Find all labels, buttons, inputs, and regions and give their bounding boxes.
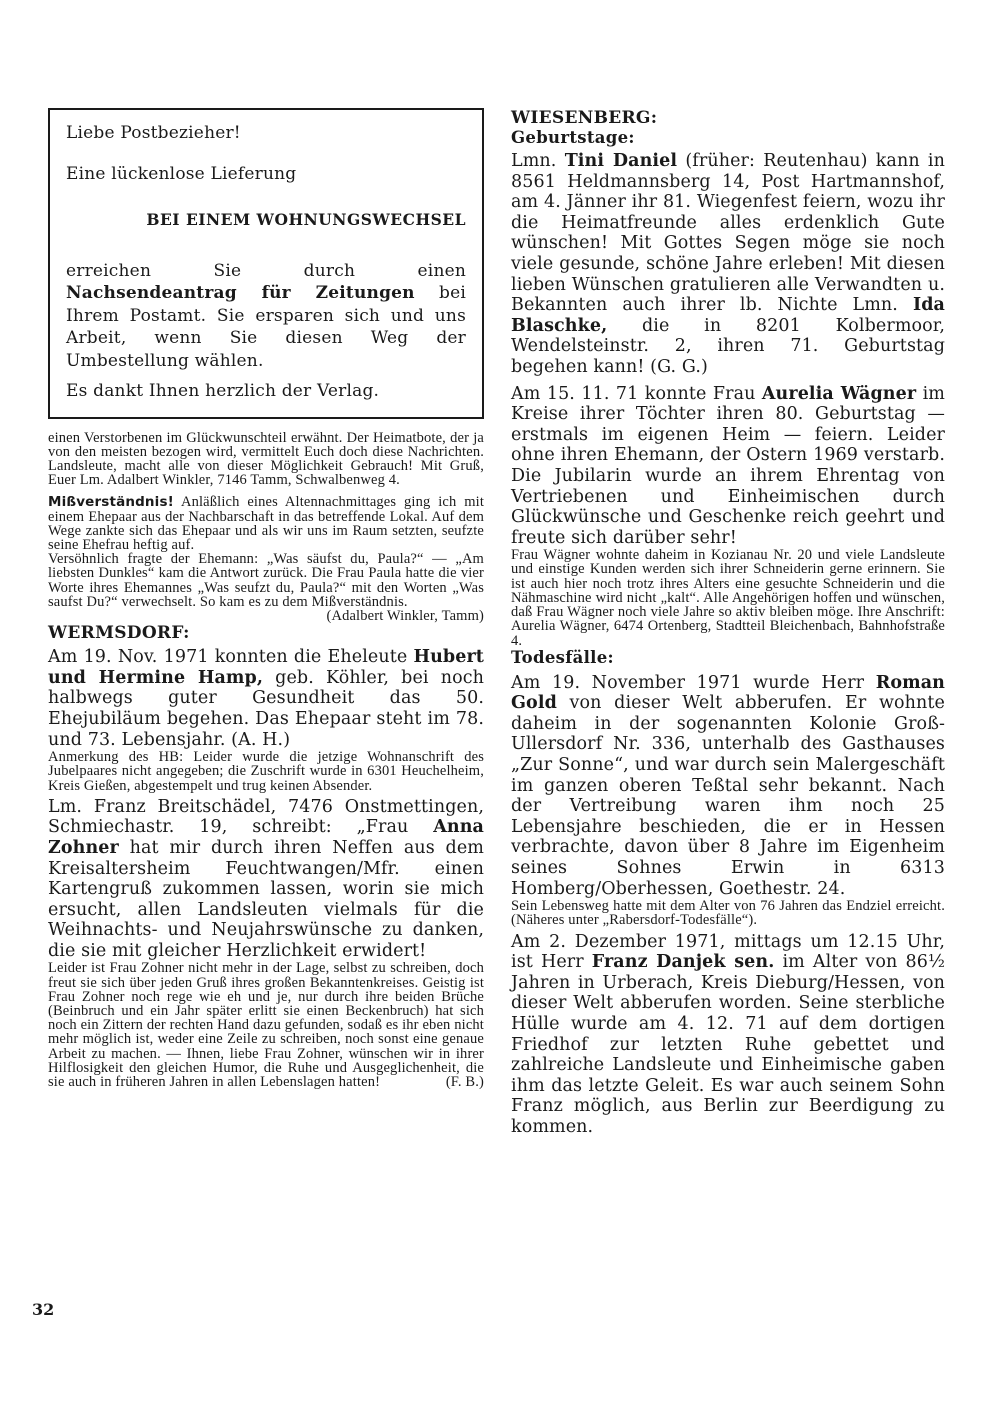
anecdote-paragraph-2 bbox=[48, 552, 484, 623]
wermsdorf-anniversary bbox=[48, 647, 484, 750]
person-name: Tini Daniel bbox=[564, 151, 678, 171]
birthday-waegner bbox=[511, 384, 945, 549]
death-roman-gold-note: Sein Lebensweg hatte mit dem Alter von 76 Jahren das Endziel erreicht. (Näheres unter „Rabersdorf-Todesfälle“). bbox=[511, 898, 945, 929]
notice-lead: Eine lückenlose Lieferung bbox=[66, 163, 297, 184]
wermsdorf-zohner-note bbox=[48, 961, 484, 1089]
text: Lm. Franz Breitschädel, 7476 Onstmettingen, Schmiechastr. 19, schreibt: „Frau bbox=[48, 796, 484, 838]
subheading-deaths: Todesfälle: bbox=[511, 647, 614, 667]
text: Am 19. Nov. 1971 konnten die Eheleute bbox=[48, 647, 414, 668]
notice-body-text-end: bei Ihrem Postamt. Sie ersparen sich und uns Arbeit, wenn Sie diesen Weg der Umbestellung wählen. bbox=[66, 283, 466, 371]
notice-body-text: erreichen Sie durch einen bbox=[66, 260, 466, 281]
page-number: 32 bbox=[32, 1300, 55, 1319]
right-column bbox=[511, 108, 945, 1138]
notice-greeting: Liebe Postbezieher! bbox=[66, 123, 241, 143]
person-name: Roman Gold bbox=[511, 672, 945, 714]
text: geb. Köhler, bei noch halbwegs guter Gesundheit das 50. Ehejubiläum begehen. Das Ehepaar steht im 78. und 73. Lebensjahr. (A. H.) bbox=[48, 667, 484, 750]
text: im Kreise ihrer Töchter ihren 80. Geburtstag — erstmals im eigenen Heim — feiern. Leider ohne ihren Ehemann, der Ostern 1969 verstarb. Die Jubilarin wurde an ihrem Ehrentag von Vertriebenen und Einheimischen durch Glückwünsche und Geschenke reich geehrt und freute sich darüber sehr! bbox=[511, 383, 945, 548]
notice-caps-heading: BEI EINEM WOHNUNGSWECHSEL bbox=[146, 210, 466, 229]
anecdote-text: Anläßlich eines Altennachmittages ging ich mit einem Ehepaar aus der Nachbarschaft in das betreffende Lokal. Auf dem Wege zankte sich das Ehepaar und als wir uns im Raum setzten, seufzte seine Ehefrau heftig auf. bbox=[48, 494, 484, 553]
subheading-birthdays: Geburtstage: bbox=[511, 128, 635, 147]
notice-thanks: Es dankt Ihnen herzlich der Verlag. bbox=[66, 381, 380, 401]
notice-body-bold: Nachsendeantrag für Zeitungen bbox=[66, 283, 415, 303]
text: Leider ist Frau Zohner nicht mehr in der Lage, selbst zu schreiben, doch freut sie sich über jeden Gruß ihres großen Bekanntenkreises. Geistig ist Frau Zohner noch rege wie eh und je, nur durch ihre beiden Brüche (Beinbruch und ein Jahr später erlitt sie einen Beckenbruch) hat sich noch ein Zittern der rechten Hand dazu gefunden, sodaß es ihr eben nicht mehr möglich ist, weder eine Zeile zu schreiben, noch sonst eine genaue Arbeit zu machen. — Ihnen, liebe Frau Zohner, wünschen wir in ihrer Hilflosigkeit den gleichen Humor, die Ruhe und Ausgeglichenheit, die sie auch in früheren Jahren in allen Lebenslagen hatten! bbox=[48, 960, 484, 1091]
birthday-waegner-note: Frau Wägner wohnte daheim in Kozianau Nr. 20 und viele Landsleute und einstige Kunden werden sich ihrer Schneiderin gerne erinnern. Sie ist auch hier noch trotz ihres Alters eine gesuchte Schneiderin und die Nähmaschine wird nicht „kalt“. Alle Angehörigen hoffen und wünschen, daß Frau Wägner noch viele Jahre so aktiv bleiben möge. Ihre Anschrift: Aurelia Wägner, 6474 Ortenberg, Stadtteil Bleichenbach, Bahnhofstraße 4. bbox=[511, 547, 945, 649]
wermsdorf-editor-note: Anmerkung des HB: Leider wurde die jetzige Wohnanschrift des Jubelpaares nicht angegeben; die Zuschrift wurde in 6301 Heuchelheim, Kreis Gießen, abgestempelt und trug keinen Absender. bbox=[48, 749, 484, 794]
letter-end-paragraph: einen Verstorbenen im Glückwunschteil erwähnt. Der Heimatbote, der ja von den meisten bezogen wird, vermittelt Euch doch diese Nachrichten. Landsleute, macht alle von dieser Möglichkeit Gebrauch! Mit Gruß, Euer Lm. Adalbert Winkler, 7146 Tamm, Schwalbenweg 4. bbox=[48, 429, 484, 489]
text: Am 2. Dezember 1971, mittags um 12.15 Uhr, ist Herr bbox=[511, 931, 945, 973]
text: von dieser Welt abberufen. Er wohnte daheim in der sogenannten Kolonie Groß-Ullersdorf Nr. 336, unterhalb des Gasthauses „Zur Sonne“, und war durch sein Malergeschäft im ganzen oberen Teßtal sehr bekannt. Nach der Vertreibung waren ihm noch 25 Lebensjahre beschieden, die er in Hessen verbrachte, davon über 8 Jahre im Eigenheim seines Sohnes Erwin in 6313 Homberg/Oberhessen, Goethestr. 24. bbox=[511, 693, 945, 899]
text: im Alter von 86½ Jahren in Urberach, Kreis Dieburg/Hessen, von dieser Welt abberufen worden. Seine sterbliche Hülle wurde am 4. 12. 71 auf dem dortigen Friedhof zur letzten Ruhe gebettet und zahlreiche Landsleute und Einheimische gaben ihm das letzte Geleit. Es war auch seinem Sohn Franz möglich, aus Berlin zur Beerdigung zu kommen. bbox=[511, 952, 946, 1137]
person-name: Aurelia Wägner bbox=[761, 383, 917, 404]
birthday-daniel-blaschke bbox=[511, 151, 945, 378]
anecdote-text-2: Versöhnlich fragte der Ehemann: „Was säufst du, Paula?“ — „Am liebsten Dunkles“ kam die Antwort zurück. Die Frau Paula hatte die vier Worte ihres Ehemannes „Was seufzt du, Paula?“ mit den Worten „Was saufst Du?“ verwechselt. So kam es zu dem Mißverständnis. bbox=[48, 551, 484, 610]
person-name: Ida Blaschke, bbox=[511, 295, 945, 336]
text: (früher: Reutenhau) kann in 8561 Heldmannsberg 14, Post Hartmannshof, am 4. Jänner ihr 81. Wiegenfest feiern, wozu ihr die Heimatfreunde alles erdenklich Gute wünschen! Mit Gottes Segen möge sie noch viele gesunde, schöne Jahre erleben! Mit diesen lieben Wünschen gratulieren alle Verwandten u. Bekannten auch ihrer lb. Nichte Lmn. bbox=[511, 151, 945, 316]
anecdote-paragraph-1 bbox=[48, 495, 484, 552]
wermsdorf-zohner-letter bbox=[48, 797, 484, 962]
anecdote-lead: Mißverständnis! bbox=[48, 494, 174, 511]
left-column bbox=[48, 108, 484, 1089]
text: die in 8201 Kolbermoor, Wendelsteinstr. 2, ihren 71. Geburtstag begehen kann! (G. G.) bbox=[511, 315, 945, 377]
notice-body bbox=[66, 260, 466, 373]
text: Am 15. 11. 71 konnte Frau bbox=[511, 383, 762, 404]
text: hat mir durch ihren Neffen aus dem Kreisaltersheim Feuchtwangen/Mfr. einen Kartengruß zukommen lassen, worin sie mich ersucht, allen Landsleuten vielmals für die Weihnachts- und Neujahrswünsche zu danken, die sie mit gleicher Herzlichkeit erwidert! bbox=[48, 837, 484, 961]
death-franz-danjek bbox=[511, 932, 945, 1138]
anecdote-signature: (Adalbert Winkler, Tamm) bbox=[326, 607, 484, 624]
person-name: Anna Zohner bbox=[48, 817, 484, 858]
text: Am 19. November 1971 wurde Herr bbox=[511, 672, 876, 693]
section-heading-wiesenberg: WIESENBERG: bbox=[511, 108, 658, 128]
text: Lmn. bbox=[511, 151, 565, 171]
subscriber-notice-box bbox=[48, 108, 484, 419]
zohner-signature: (F. B.) bbox=[445, 1074, 484, 1091]
person-name: Franz Danjek sen. bbox=[591, 952, 775, 973]
section-heading-wermsdorf: WERMSDORF: bbox=[48, 623, 190, 644]
death-roman-gold bbox=[511, 673, 945, 900]
person-name: Hubert und Hermine Hamp, bbox=[48, 647, 484, 688]
